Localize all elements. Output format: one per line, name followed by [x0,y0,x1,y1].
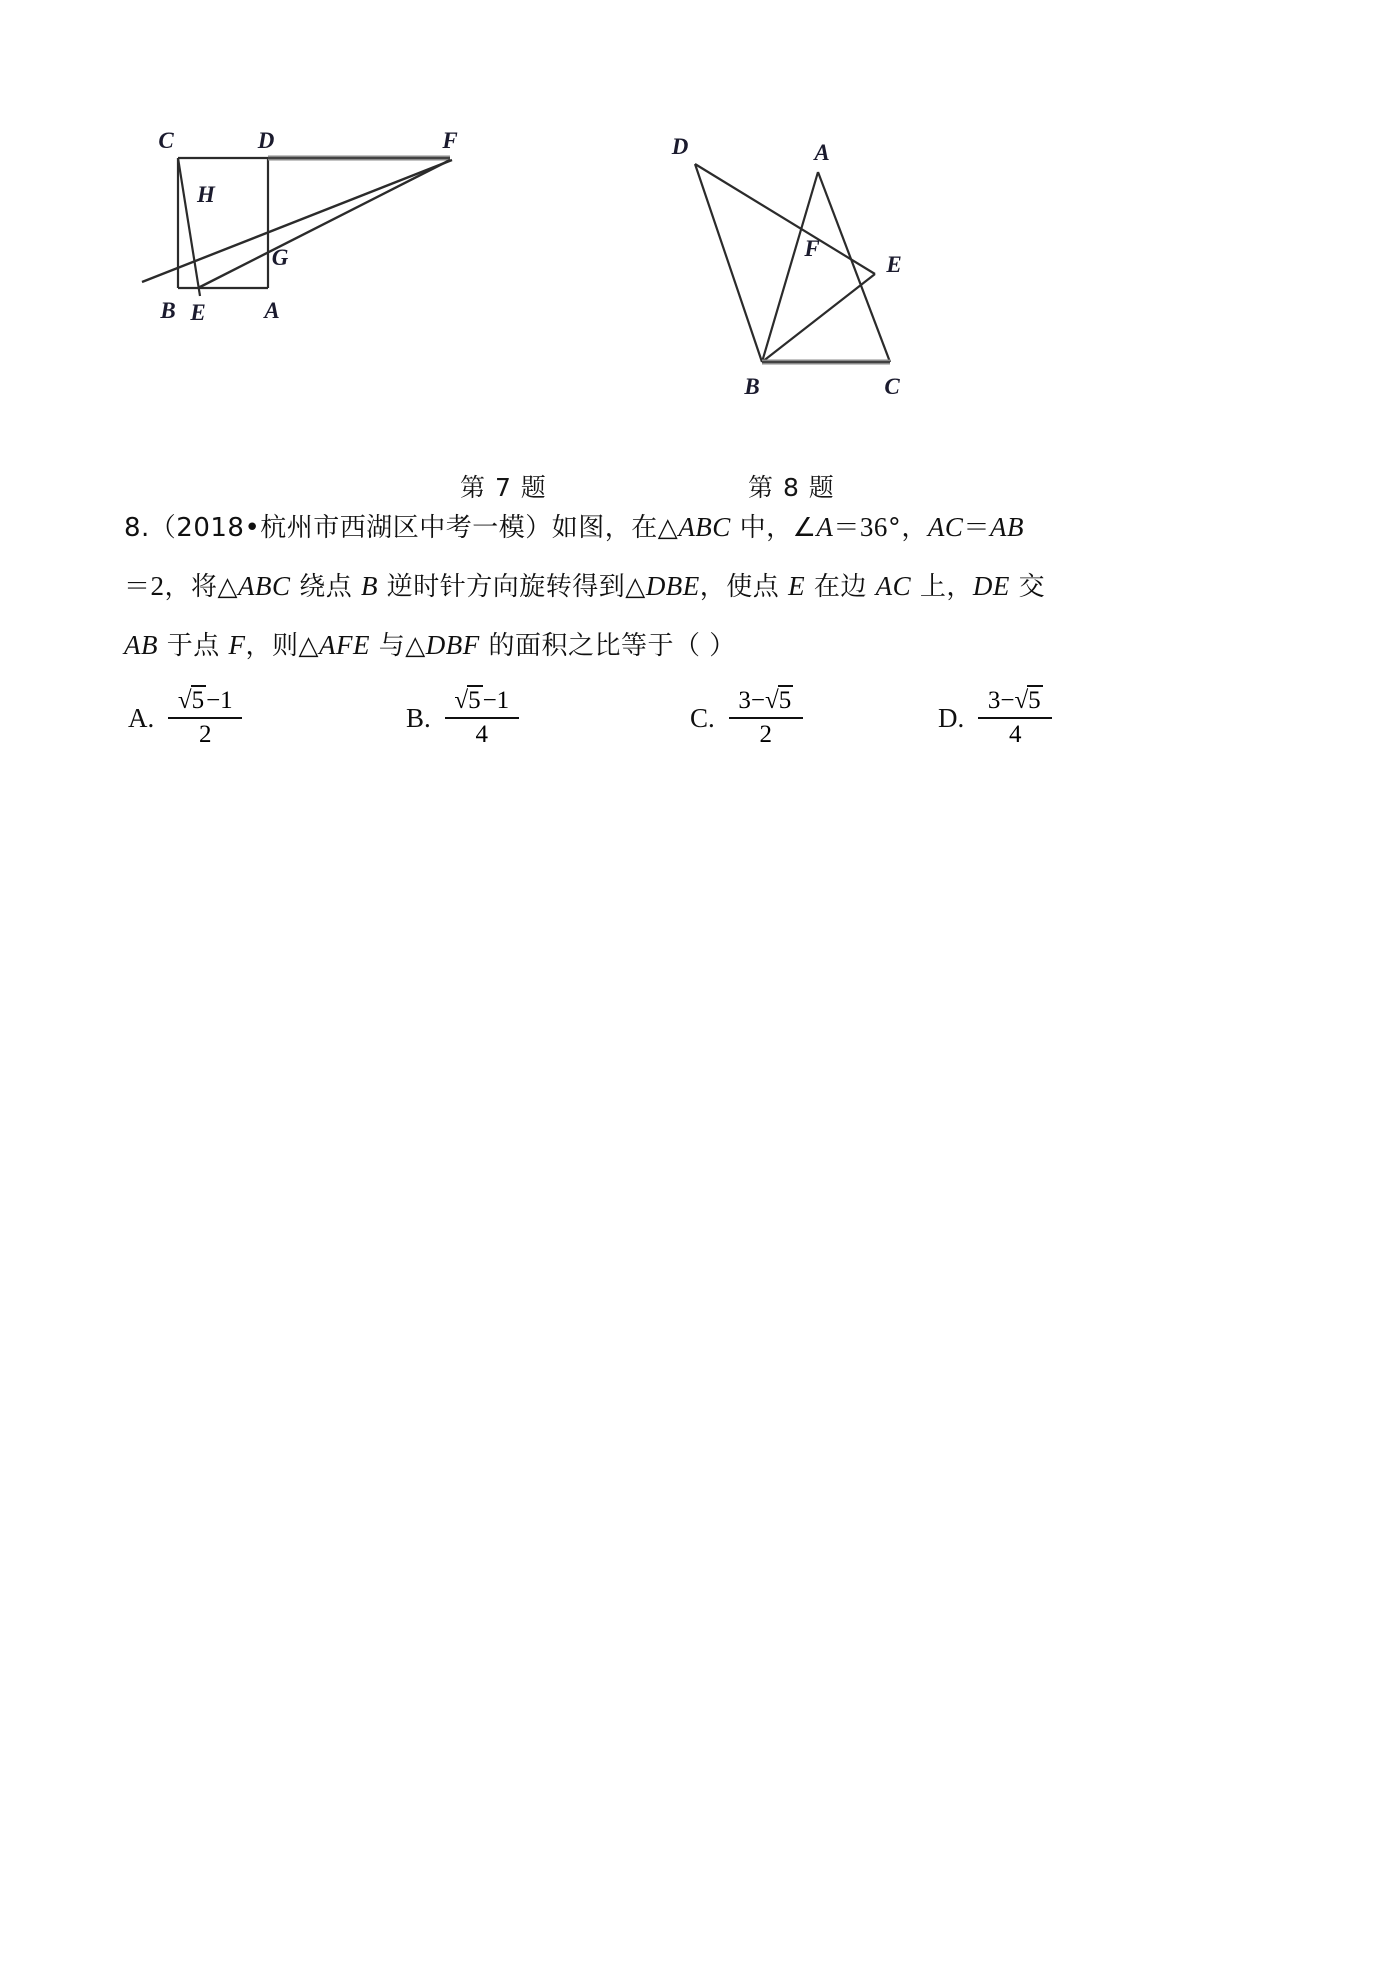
label-E: E [886,252,902,277]
choice-d-radicand: 5 [1028,687,1041,715]
label-E: E [190,300,206,325]
segment-EF [198,160,450,288]
choice-d-fraction [978,688,1052,748]
figure-8-drawing [640,120,940,420]
segment-DE [695,164,875,274]
segment-AB [762,172,818,362]
problem-line1-mid3: °， [887,513,928,543]
problem-line3-mid1: 于点 [158,631,229,661]
figure-7-drawing [140,130,480,330]
choice-b[interactable] [406,678,519,758]
problem-line1-m2: A [816,512,834,542]
problem-line2-m1: ABC [238,571,291,601]
sqrt-icon: √5 [454,687,481,715]
choice-d-denominator: 4 [1009,720,1022,748]
choice-c-letter: C. [690,702,715,733]
segment-CE [178,158,200,296]
problem-line2-m2: B [361,571,379,601]
label-C: C [884,374,900,399]
choice-b-denominator: 4 [475,720,489,748]
figure-7 [140,130,480,330]
problem-line2-mid3: 逆时针方向旋转得到△ [378,572,646,602]
problem-line3-m4: DBF [425,630,480,660]
segment-DB [695,164,762,362]
problem-line-3 [124,616,1244,675]
choice-c-numerator [732,688,799,716]
problem-line1-mid1: 中，∠ [730,513,817,543]
choice-b-letter: B. [406,702,431,733]
choice-c-num-pre: 3− [738,687,765,715]
problem-line1-mid2: ＝ [833,513,860,543]
problem-line1-pre: 8.（2018•杭州市西湖区中考一模）如图，在△ [124,513,679,543]
label-F: F [442,128,458,153]
choice-b-fraction [445,688,519,748]
label-G: G [271,245,289,270]
choice-a-fraction [168,688,242,748]
choice-d-num-pre: 3− [987,687,1015,715]
problem-line2-mid7: 交 [1009,572,1046,602]
problem-line1-mid4: ＝ [963,513,990,543]
problem-line2-m5: AC [875,571,912,601]
figures-band [0,120,1390,502]
problem-line3-mid4: 的面积之比等于（ ） [479,631,736,661]
segment-BE [762,274,875,362]
problem-line2-m3: DBE [645,571,700,601]
choice-a-radicand: 5 [191,687,205,715]
sqrt-icon: √5 [177,687,205,715]
choice-c-denominator: 2 [759,720,773,748]
label-A: A [814,140,830,165]
label-B: B [160,298,176,323]
choice-d[interactable] [938,678,1052,758]
problem-line2-pre: ＝ [124,572,151,602]
choice-b-numerator [448,688,515,716]
choice-a[interactable] [128,678,242,758]
problem-line-2 [124,557,1244,616]
problem-line1-m1: ABC [678,512,731,542]
segment-AC [818,172,890,362]
problem-line2-mid4: ，使点 [699,572,789,602]
problem-line-1 [124,498,1244,557]
answer-choices [128,678,1258,768]
problem-line2-mid1: ，将△ [164,572,239,602]
choice-a-num-post: −1 [206,687,233,715]
problem-statement [124,498,1244,675]
label-B: B [744,374,760,399]
problem-line2-mid6: 上， [911,572,973,602]
sqrt-icon: √5 [1014,687,1041,715]
choice-b-num-post: −1 [482,687,510,715]
problem-line2-m4: E [788,571,806,601]
label-F: F [804,236,820,261]
problem-line3-m1: AB [124,630,158,660]
sqrt-icon: √5 [764,687,792,715]
label-C: C [158,128,174,153]
label-D: D [257,128,275,153]
choice-a-denominator: 2 [199,720,212,748]
figure-8 [640,120,940,420]
label-D: D [671,134,689,159]
problem-line2-mid2: 绕点 [290,572,362,602]
problem-line1-m4: AB [989,512,1024,542]
problem-line3-m3: AFE [319,630,371,660]
label-H: H [197,182,215,207]
choice-c-radicand: 5 [778,687,792,715]
choice-a-letter: A. [128,702,155,733]
choice-c-fraction [729,688,803,748]
problem-line1-m3: AC [927,512,964,542]
choice-a-numerator [172,688,239,716]
choice-d-numerator [982,688,1049,716]
figure-8-caption: 第 8 题 [748,473,835,502]
problem-line3-m2: F [228,630,246,660]
label-A: A [264,298,280,323]
figure-7-caption: 第 7 题 [460,473,547,502]
choice-d-letter: D. [938,702,965,733]
problem-line2-m6: DE [972,571,1010,601]
problem-line1-n1: 36 [859,512,888,542]
problem-line3-mid3: 与△ [370,631,426,661]
choice-c[interactable] [690,678,803,758]
problem-line2-mid5: 在边 [805,572,876,602]
problem-line2-n1: 2 [150,571,165,601]
problem-line3-mid2: ，则△ [245,631,320,661]
choice-b-radicand: 5 [468,687,481,715]
